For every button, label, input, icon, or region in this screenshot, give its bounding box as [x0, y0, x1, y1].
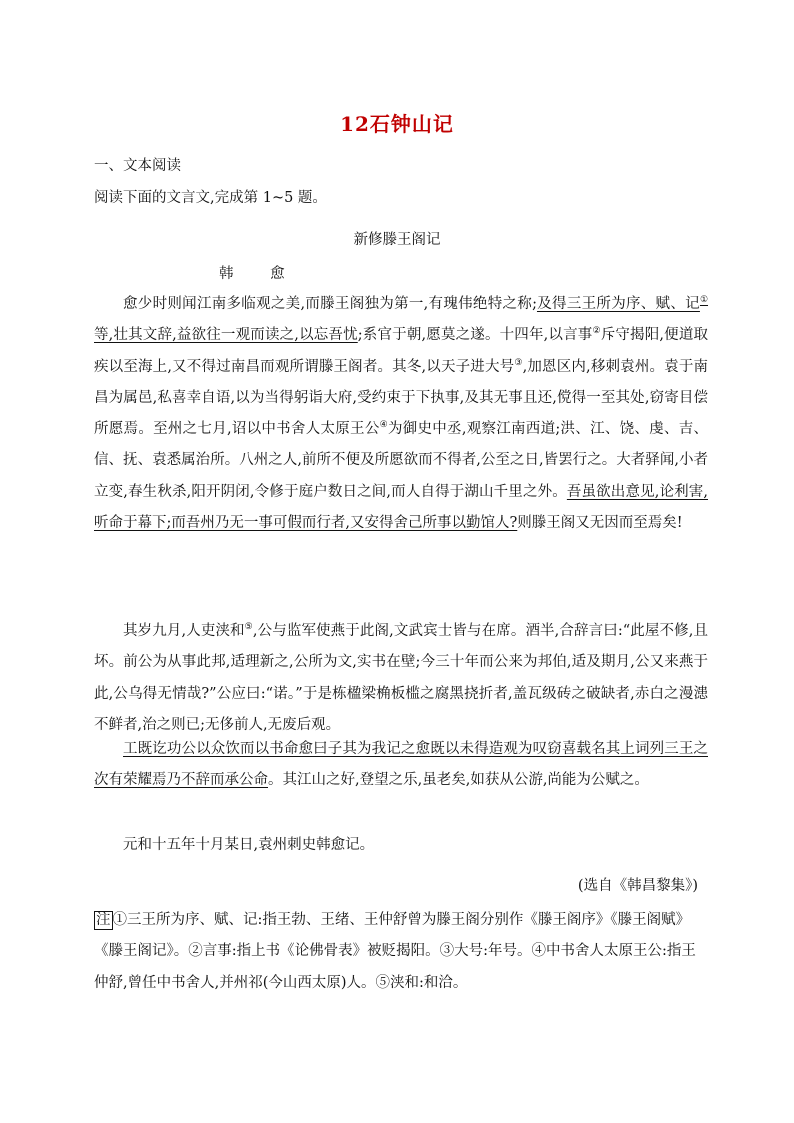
article-author: 韩 愈: [219, 266, 301, 282]
underlined-text: 及得三王所为序、赋、记: [536, 296, 700, 312]
paragraph-text: 元和十五年十月某日,袁州刺史韩愈记。: [123, 837, 375, 853]
section-heading: 一、文本阅读: [94, 158, 181, 174]
page-title: 12石钟山记: [340, 112, 454, 136]
underlined-text: 等,壮其文辞,益欲往一观而读之,以忘吾忧: [94, 327, 358, 344]
underlined-text: 吾虽欲出意见,论利害,听命于幕下;而吾州乃无一事可假而行者,又安得舍己所事以勤馆人?: [94, 483, 709, 532]
footnote-marker: ④: [379, 420, 388, 431]
paragraph-text: ,加恩区内,移刺袁州。袁于南昌为属邑,私喜幸自语,以为当得躬诣大府,受约束于下执事,及其无事且还,傥得一至其处,窃寄目偿所愿焉。至州之七月,诏以中书舍人太原王公: [94, 358, 709, 438]
paragraph-text: 愈少时则闻江南多临观之美,而滕王阁独为第一,有瑰伟绝特之称;: [123, 296, 537, 312]
paragraph-text: 。其江山之好,登望之乐,虽老矣,如获从公游,尚能为公赋之。: [268, 772, 649, 789]
paragraph-text: ,公与监军使燕于此阁,文武宾士皆与在席。酒半,合辞言曰:“此屋不修,且坏。前公为从事此邦,适理新之,公所为文,实书在壁;今三十年而公来为邦伯,适及期月,公又来燕于此,公乌得无情哉?”公应曰:“诺。”于是栋楹梁桷板槛之腐黑挠折者,盖瓦级砖之破缺者,赤白之漫漶不鲜者,治之则已;无侈前人,无废后观。: [94, 623, 708, 733]
instruction-text: 阅读下面的文言文,完成第 1~5 题。: [94, 190, 327, 206]
footnote-text: ①三王所为序、赋、记:指王勃、王绪、王仲舒曾为滕王阁分别作《滕王阁序》《滕王阁赋》《滕王阁记》。②言事:指上书《论佛骨表》被贬揭阳。③大号:年号。④中书舍人太原王公:指王仲舒,曾任中书舍人,并州祁(今山西太原)人。⑤浃和:和洽。: [94, 912, 696, 991]
paragraph-text: 为御史中丞,观察江南西道;洪、江、饶、虔、吉、信、抚、袁悉属治所。八州之人,前所不便及所愿欲而不得者,公至之日,皆罢行之。大者驿闻,小者立变,春生秋杀,阳开阴闭,令修于庭户数日之间,而人自得于湖山千里之外。: [94, 421, 708, 500]
article-title: 新修滕王阁记: [353, 232, 441, 248]
footnote-marker: ⑤: [244, 622, 253, 633]
paragraph-text: ;系官于朝,愿莫之遂。十四年,以言事: [357, 327, 593, 344]
footnote-marker: ①: [699, 295, 709, 306]
footnote-marker: ③: [514, 357, 523, 368]
underlined-text: 工既讫功公以众饮而以书命愈曰子其为我记之愈既以未得造观为叹窃喜载名其上词列三王之次有荣耀焉乃不辞而承公命: [94, 741, 708, 789]
paragraph-4: [94, 830, 708, 861]
footnotes: [94, 905, 708, 999]
paragraph-text: 则滕王阁又无因而至焉矣!: [517, 515, 683, 532]
paragraph-2: [94, 616, 708, 741]
paragraph-text: 斥守揭阳,便道取疾以至海上,又不得过南昌而观所谓滕王阁者。其冬,以天子进大号: [94, 327, 708, 375]
note-label: 注: [96, 912, 111, 928]
paragraph-1: [94, 289, 708, 539]
paragraph-3: [94, 734, 708, 797]
source-citation: (选自《韩昌黎集》): [577, 878, 698, 894]
footnote-marker: ②: [592, 326, 601, 337]
paragraph-text: 其岁九月,人吏浃和: [123, 623, 245, 639]
